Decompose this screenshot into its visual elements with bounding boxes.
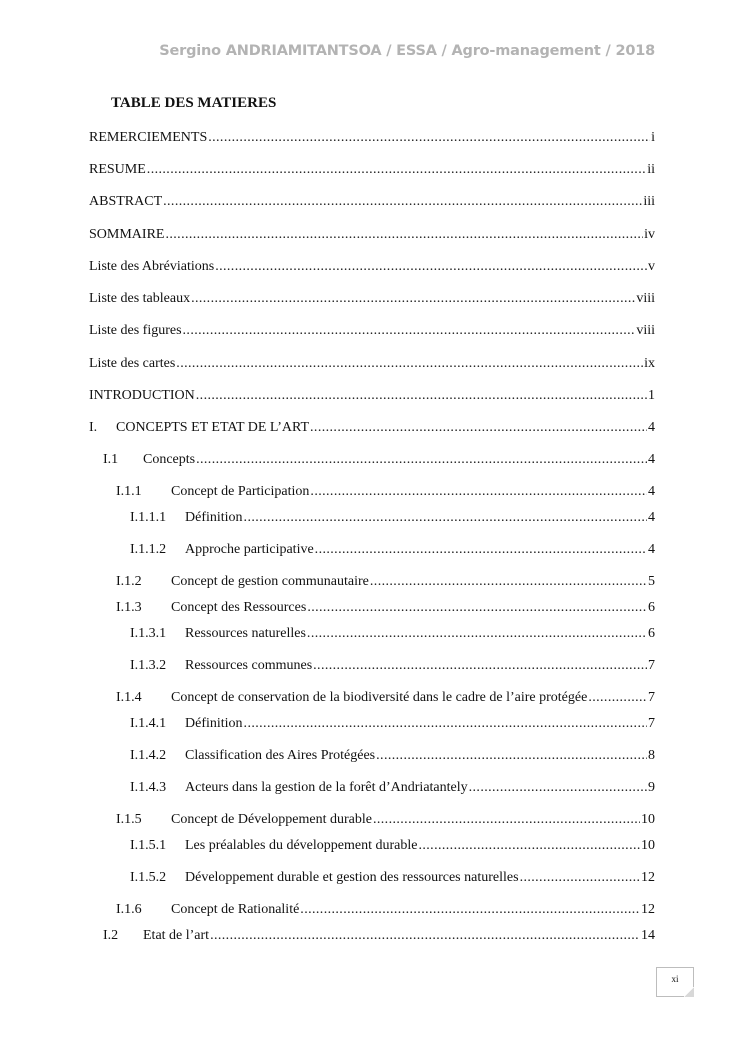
page-number-box (656, 967, 694, 997)
toc-entry-number: I.1.4.3 (130, 780, 167, 795)
toc-entry[interactable] (116, 689, 655, 707)
toc-entry-page: 4 (648, 542, 655, 557)
toc-entry-page: 1 (648, 388, 655, 403)
dot-leader (307, 599, 647, 617)
toc-entry-title: Classification des Aires Protégées (185, 748, 376, 763)
page-number: xi (671, 974, 679, 984)
dot-leader (165, 226, 643, 244)
dot-leader (315, 541, 647, 559)
toc-entry-title: Définition (185, 510, 243, 525)
toc-entry-page: iv (644, 227, 655, 242)
toc-entry-title: INTRODUCTION (89, 388, 195, 403)
toc-entry-title: Acteurs dans la gestion de la forêt d’Andriatantely (185, 780, 468, 795)
toc-entry-number: I.1.3.1 (130, 626, 167, 641)
toc-entry-page: 6 (648, 600, 655, 615)
toc-entry-page: 10 (641, 838, 655, 853)
toc-entry[interactable] (89, 129, 655, 147)
toc-entry-number: I.1 (103, 452, 119, 467)
toc-entry[interactable] (116, 483, 655, 501)
toc-entry-number: I.1.4.1 (130, 716, 167, 731)
toc-entry-number: I.1.4.2 (130, 748, 167, 763)
toc-entry[interactable] (89, 258, 655, 276)
dot-leader (183, 322, 636, 340)
toc-entry-page: 9 (648, 780, 655, 795)
toc-entry-page: 8 (648, 748, 655, 763)
toc-entry-number: I.1.1.2 (130, 542, 167, 557)
dot-leader (310, 483, 647, 501)
toc-entry[interactable] (89, 355, 655, 373)
toc-entry-title: Développement durable et gestion des ressources naturelles (185, 870, 519, 885)
dot-leader (307, 625, 647, 643)
toc-entry-number: I.1.6 (116, 902, 142, 917)
dot-leader (196, 387, 647, 405)
toc-entry-page: i (651, 130, 655, 145)
toc-entry-title: Liste des tableaux (89, 291, 191, 306)
toc-entry[interactable] (89, 226, 655, 244)
toc-entry-page: 4 (648, 420, 655, 435)
toc-entry-title: Approche participative (185, 542, 314, 557)
toc-entry-title: Concept de Participation (171, 484, 310, 499)
dot-leader (313, 657, 647, 675)
toc-entry-title: Concepts (143, 452, 196, 467)
toc-entry-number: I.1.4 (116, 690, 142, 705)
toc-entry[interactable] (116, 599, 655, 617)
toc-entry-number: I.1.2 (116, 574, 142, 589)
dot-leader (370, 573, 647, 591)
toc-entry-page: 7 (648, 716, 655, 731)
toc-entry-page: 4 (648, 484, 655, 499)
dot-leader (373, 811, 640, 829)
toc-entry-number: I.2 (103, 928, 119, 943)
toc-entry[interactable] (130, 715, 655, 733)
toc-entry[interactable] (130, 869, 655, 887)
dot-leader (163, 193, 642, 211)
toc-entry-page: viii (636, 323, 655, 338)
dot-leader (310, 419, 647, 437)
toc-entry[interactable] (130, 747, 655, 765)
toc-entry-title: RESUME (89, 162, 146, 177)
dot-leader (520, 869, 640, 887)
toc-entry-number: I.1.1.1 (130, 510, 167, 525)
dot-leader (588, 689, 647, 707)
dot-leader (147, 161, 646, 179)
toc-entry-page: 12 (641, 870, 655, 885)
toc-entry[interactable] (89, 419, 655, 437)
toc-entry-page: 10 (641, 812, 655, 827)
toc-entry-page: v (648, 259, 655, 274)
toc-entry-title: Concept de gestion communautaire (171, 574, 369, 589)
toc-entry-title: Liste des Abréviations (89, 259, 215, 274)
toc-entry-page: iii (643, 194, 655, 209)
toc-entry[interactable] (130, 657, 655, 675)
dot-leader (300, 901, 640, 919)
toc-title: TABLE DES MATIERES (111, 95, 277, 111)
toc-entry-page: 7 (648, 690, 655, 705)
toc-entry-title: Concept de Rationalité (171, 902, 300, 917)
dot-leader (469, 779, 647, 797)
toc-entry-title: Concept des Ressources (171, 600, 307, 615)
dot-leader (376, 747, 647, 765)
toc-entry[interactable] (89, 290, 655, 308)
running-header: Sergino ANDRIAMITANTSOA / ESSA / Agro-management / 2018 (159, 43, 655, 59)
dot-leader (418, 837, 640, 855)
toc-entry[interactable] (116, 901, 655, 919)
toc-entry-title: Concept de Développement durable (171, 812, 372, 827)
dot-leader (208, 129, 650, 147)
toc-entry-title: Etat de l’art (143, 928, 210, 943)
toc-entry-number: I.1.3.2 (130, 658, 167, 673)
dot-leader (244, 715, 647, 733)
toc-entry-title: CONCEPTS ET ETAT DE L’ART (116, 420, 310, 435)
toc-entry-title: REMERCIEMENTS (89, 130, 208, 145)
toc-entry-number: I.1.1 (116, 484, 142, 499)
toc-entry-title: Ressources communes (185, 658, 313, 673)
toc-entry[interactable] (89, 161, 655, 179)
toc-entry-page: 4 (648, 510, 655, 525)
toc-entry-title: Les préalables du développement durable (185, 838, 418, 853)
toc-entry-title: Concept de conservation de la biodiversité dans le cadre de l’aire protégée (171, 690, 588, 705)
toc-entry[interactable] (116, 811, 655, 829)
toc-entry-page: 12 (641, 902, 655, 917)
toc-entry-title: Ressources naturelles (185, 626, 306, 641)
dot-leader (210, 927, 640, 945)
toc-entry[interactable] (130, 541, 655, 559)
toc-entry-page: ii (647, 162, 655, 177)
toc-entry-title: Définition (185, 716, 243, 731)
toc-entry[interactable] (130, 837, 655, 855)
toc-entry-number: I. (89, 420, 98, 435)
toc-entry[interactable] (130, 625, 655, 643)
toc-entry-number: I.1.3 (116, 600, 142, 615)
dot-leader (244, 509, 647, 527)
toc-entry-title: Liste des cartes (89, 356, 176, 371)
toc-entry-page: 6 (648, 626, 655, 641)
toc-entry-title: SOMMAIRE (89, 227, 165, 242)
toc-entry[interactable] (130, 779, 655, 797)
toc-entry[interactable] (103, 451, 655, 469)
toc-entry-title: ABSTRACT (89, 194, 163, 209)
toc-entry-page: 7 (648, 658, 655, 673)
toc-entry-number: I.1.5.1 (130, 838, 167, 853)
dot-leader (215, 258, 647, 276)
toc-entry-page: ix (644, 356, 655, 371)
toc-entry[interactable] (89, 322, 655, 340)
toc-entry-page: 4 (648, 452, 655, 467)
toc-entry[interactable] (130, 509, 655, 527)
toc-entry[interactable] (103, 927, 655, 945)
toc-entry-page: 14 (641, 928, 655, 943)
dot-leader (191, 290, 635, 308)
toc-entry-number: I.1.5 (116, 812, 142, 827)
toc-entry[interactable] (89, 387, 655, 405)
toc-entry[interactable] (89, 193, 655, 211)
toc-entry[interactable] (116, 573, 655, 591)
toc-entry-number: I.1.5.2 (130, 870, 167, 885)
dot-leader (176, 355, 643, 373)
toc-entry-page: viii (636, 291, 655, 306)
toc-entry-page: 5 (648, 574, 655, 589)
toc-entry-title: Liste des figures (89, 323, 182, 338)
dot-leader (196, 451, 647, 469)
